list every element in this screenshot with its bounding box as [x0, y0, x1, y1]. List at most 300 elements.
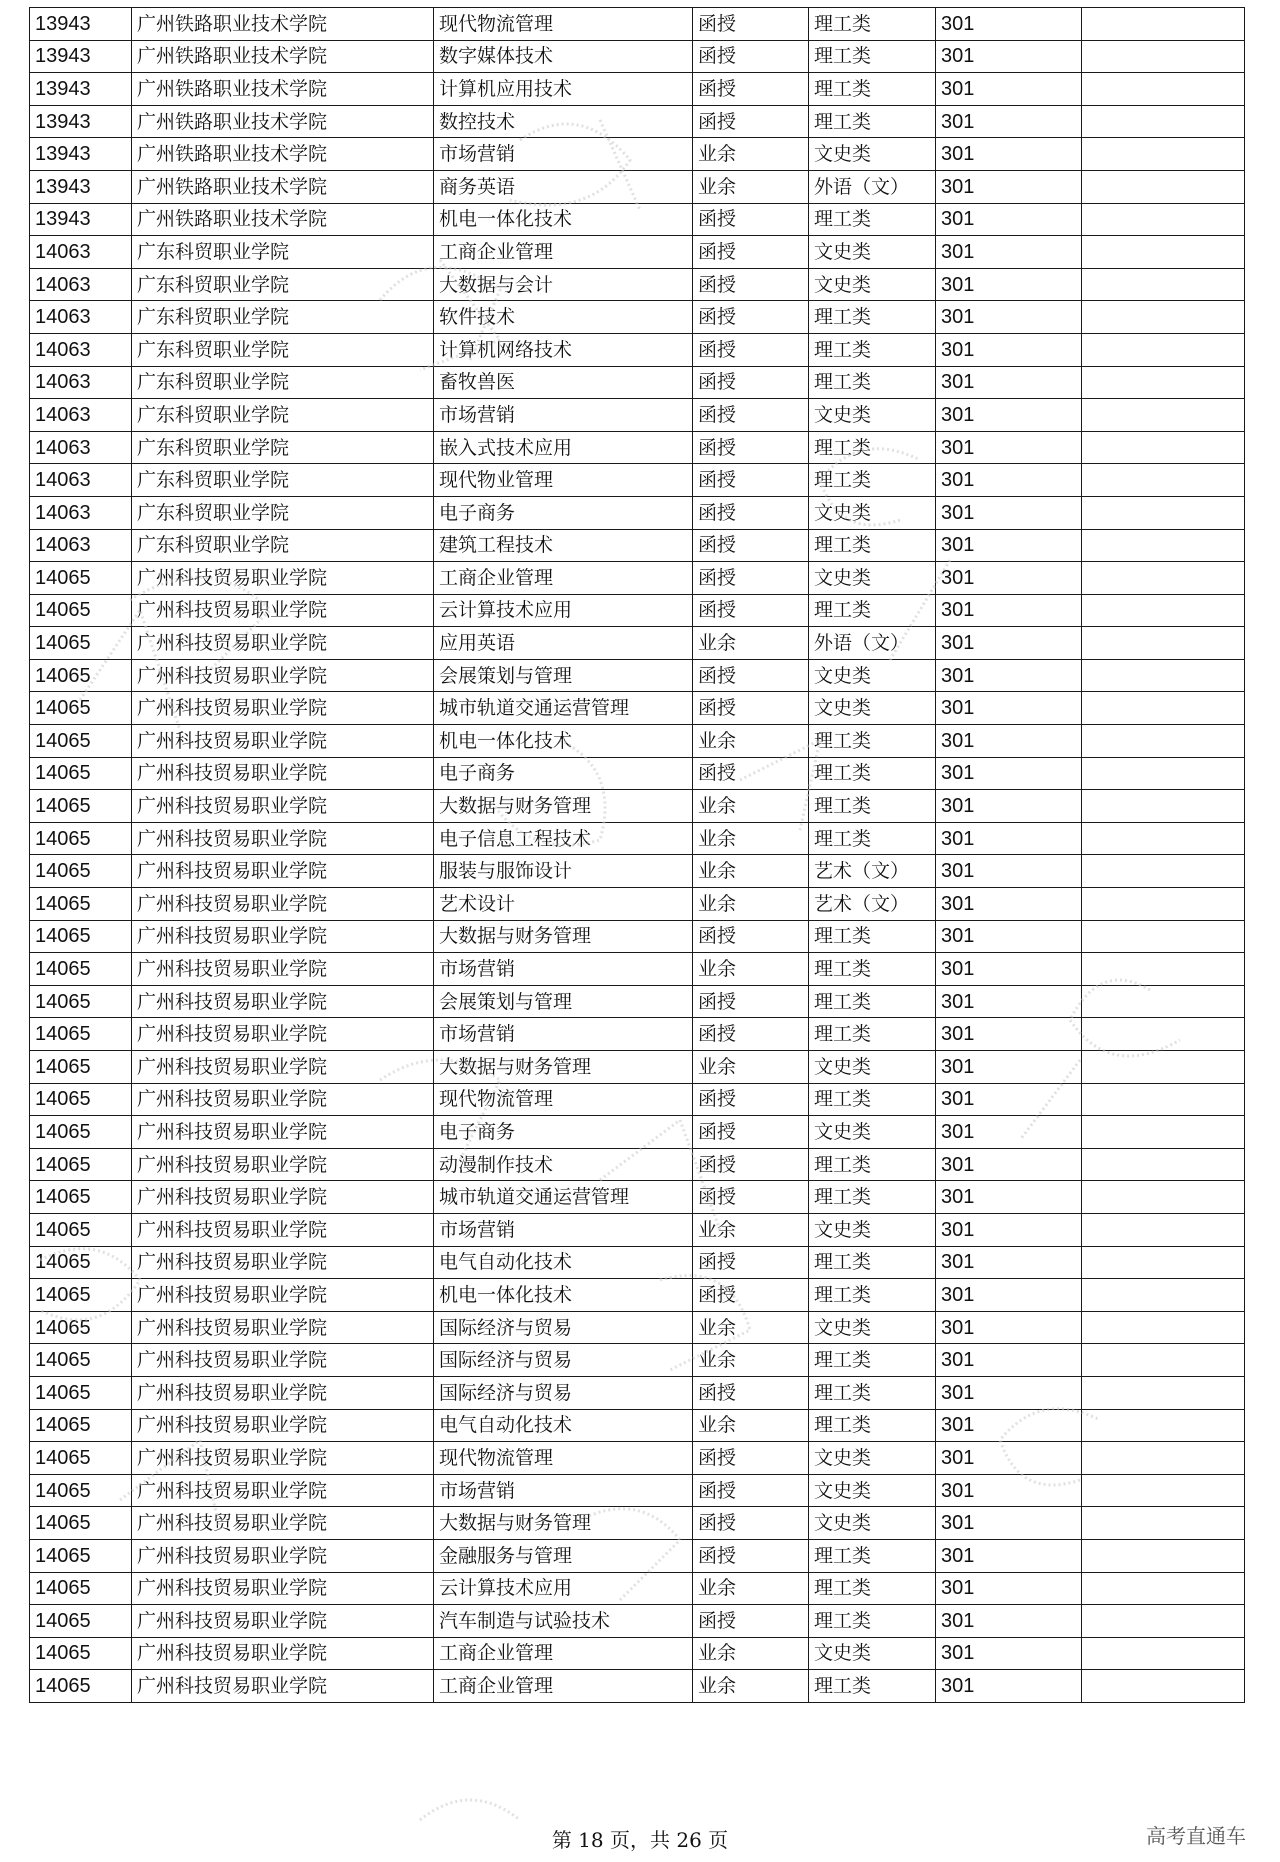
score-cell: 301 [936, 1213, 1082, 1246]
note-cell [1082, 1311, 1245, 1344]
college-cell: 广州科技贸易职业学院 [132, 1279, 434, 1312]
major-cell: 云计算技术应用 [434, 594, 693, 627]
study-mode-cell: 业余 [693, 1637, 809, 1670]
note-cell [1082, 366, 1245, 399]
score-cell: 301 [936, 366, 1082, 399]
study-mode-cell: 函授 [693, 1605, 809, 1638]
code-cell: 14065 [30, 1116, 132, 1149]
code-cell: 14063 [30, 529, 132, 562]
code-cell: 14065 [30, 888, 132, 921]
brand-watermark-text: 高考直通车 [1146, 1824, 1246, 1848]
table-row [30, 431, 1245, 464]
score-cell: 301 [936, 138, 1082, 171]
code-cell: 14065 [30, 757, 132, 790]
college-cell: 广州铁路职业技术学院 [132, 40, 434, 73]
score-cell: 301 [936, 790, 1082, 823]
study-mode-cell: 函授 [693, 692, 809, 725]
code-cell: 13943 [30, 40, 132, 73]
score-cell: 301 [936, 431, 1082, 464]
study-mode-cell: 函授 [693, 268, 809, 301]
college-cell: 广州科技贸易职业学院 [132, 594, 434, 627]
code-cell: 14065 [30, 1605, 132, 1638]
study-mode-cell: 业余 [693, 790, 809, 823]
major-cell: 市场营销 [434, 1474, 693, 1507]
table-row [30, 1344, 1245, 1377]
major-cell: 建筑工程技术 [434, 529, 693, 562]
category-cell: 理工类 [809, 366, 936, 399]
study-mode-cell: 函授 [693, 8, 809, 41]
category-cell: 文史类 [809, 562, 936, 595]
code-cell: 14065 [30, 920, 132, 953]
major-cell: 嵌入式技术应用 [434, 431, 693, 464]
major-cell: 国际经济与贸易 [434, 1376, 693, 1409]
college-cell: 广州铁路职业技术学院 [132, 138, 434, 171]
table-row [30, 40, 1245, 73]
study-mode-cell: 业余 [693, 1311, 809, 1344]
study-mode-cell: 业余 [693, 627, 809, 660]
category-cell: 理工类 [809, 431, 936, 464]
table-row [30, 1083, 1245, 1116]
score-cell: 301 [936, 1311, 1082, 1344]
code-cell: 14063 [30, 399, 132, 432]
study-mode-cell: 函授 [693, 40, 809, 73]
note-cell [1082, 1051, 1245, 1084]
study-mode-cell: 函授 [693, 464, 809, 497]
study-mode-cell: 业余 [693, 1409, 809, 1442]
category-cell: 理工类 [809, 40, 936, 73]
table-row [30, 529, 1245, 562]
note-cell [1082, 1376, 1245, 1409]
study-mode-cell: 业余 [693, 855, 809, 888]
category-cell: 文史类 [809, 1637, 936, 1670]
college-cell: 广州科技贸易职业学院 [132, 1507, 434, 1540]
category-cell: 外语（文） [809, 170, 936, 203]
category-cell: 文史类 [809, 268, 936, 301]
code-cell: 14065 [30, 692, 132, 725]
study-mode-cell: 函授 [693, 73, 809, 106]
code-cell: 14065 [30, 1344, 132, 1377]
college-cell: 广州科技贸易职业学院 [132, 1376, 434, 1409]
score-cell: 301 [936, 1474, 1082, 1507]
score-cell: 301 [936, 40, 1082, 73]
note-cell [1082, 496, 1245, 529]
code-cell: 13943 [30, 8, 132, 41]
score-cell: 301 [936, 8, 1082, 41]
table-row [30, 1572, 1245, 1605]
note-cell [1082, 757, 1245, 790]
code-cell: 14065 [30, 1213, 132, 1246]
note-cell [1082, 1279, 1245, 1312]
category-cell: 理工类 [809, 985, 936, 1018]
major-cell: 现代物流管理 [434, 1083, 693, 1116]
college-cell: 广州科技贸易职业学院 [132, 562, 434, 595]
category-cell: 文史类 [809, 496, 936, 529]
note-cell [1082, 1442, 1245, 1475]
code-cell: 14065 [30, 822, 132, 855]
study-mode-cell: 函授 [693, 496, 809, 529]
major-cell: 大数据与财务管理 [434, 1507, 693, 1540]
college-cell: 广州铁路职业技术学院 [132, 8, 434, 41]
category-cell: 文史类 [809, 236, 936, 269]
score-cell: 301 [936, 1637, 1082, 1670]
college-cell: 广东科贸职业学院 [132, 529, 434, 562]
major-cell: 电子商务 [434, 757, 693, 790]
note-cell [1082, 138, 1245, 171]
table-body [30, 8, 1245, 1703]
score-cell: 301 [936, 1409, 1082, 1442]
category-cell: 理工类 [809, 1409, 936, 1442]
college-cell: 广州科技贸易职业学院 [132, 1018, 434, 1051]
code-cell: 14065 [30, 1181, 132, 1214]
major-cell: 计算机应用技术 [434, 73, 693, 106]
college-cell: 广东科贸职业学院 [132, 333, 434, 366]
note-cell [1082, 953, 1245, 986]
code-cell: 14065 [30, 790, 132, 823]
table-row [30, 1474, 1245, 1507]
note-cell [1082, 8, 1245, 41]
major-cell: 工商企业管理 [434, 236, 693, 269]
college-cell: 广州铁路职业技术学院 [132, 105, 434, 138]
table-row [30, 366, 1245, 399]
score-cell: 301 [936, 757, 1082, 790]
table-row [30, 8, 1245, 41]
code-cell: 14063 [30, 301, 132, 334]
table-row [30, 627, 1245, 660]
category-cell: 外语（文） [809, 627, 936, 660]
category-cell: 理工类 [809, 1083, 936, 1116]
college-cell: 广州科技贸易职业学院 [132, 1539, 434, 1572]
note-cell [1082, 1605, 1245, 1638]
category-cell: 理工类 [809, 790, 936, 823]
category-cell: 理工类 [809, 105, 936, 138]
college-cell: 广州科技贸易职业学院 [132, 822, 434, 855]
college-cell: 广州科技贸易职业学院 [132, 1051, 434, 1084]
table-row [30, 1246, 1245, 1279]
note-cell [1082, 1507, 1245, 1540]
major-cell: 市场营销 [434, 399, 693, 432]
note-cell [1082, 725, 1245, 758]
major-cell: 大数据与财务管理 [434, 920, 693, 953]
major-cell: 商务英语 [434, 170, 693, 203]
note-cell [1082, 464, 1245, 497]
admission-score-table [29, 7, 1245, 1703]
code-cell: 14063 [30, 496, 132, 529]
major-cell: 市场营销 [434, 138, 693, 171]
college-cell: 广州科技贸易职业学院 [132, 725, 434, 758]
study-mode-cell: 函授 [693, 399, 809, 432]
score-cell: 301 [936, 985, 1082, 1018]
note-cell [1082, 888, 1245, 921]
study-mode-cell: 函授 [693, 1018, 809, 1051]
score-cell: 301 [936, 1376, 1082, 1409]
major-cell: 会展策划与管理 [434, 659, 693, 692]
note-cell [1082, 170, 1245, 203]
code-cell: 13943 [30, 105, 132, 138]
study-mode-cell: 函授 [693, 1246, 809, 1279]
college-cell: 广州科技贸易职业学院 [132, 659, 434, 692]
study-mode-cell: 函授 [693, 1539, 809, 1572]
major-cell: 城市轨道交通运营管理 [434, 1181, 693, 1214]
table-row [30, 203, 1245, 236]
category-cell: 艺术（文） [809, 888, 936, 921]
score-cell: 301 [936, 692, 1082, 725]
study-mode-cell: 函授 [693, 431, 809, 464]
college-cell: 广州科技贸易职业学院 [132, 1442, 434, 1475]
score-cell: 301 [936, 1148, 1082, 1181]
study-mode-cell: 函授 [693, 236, 809, 269]
study-mode-cell: 业余 [693, 822, 809, 855]
study-mode-cell: 函授 [693, 1376, 809, 1409]
code-cell: 14065 [30, 1637, 132, 1670]
note-cell [1082, 822, 1245, 855]
category-cell: 理工类 [809, 953, 936, 986]
score-cell: 301 [936, 73, 1082, 106]
score-cell: 301 [936, 301, 1082, 334]
college-cell: 广州科技贸易职业学院 [132, 1344, 434, 1377]
college-cell: 广州科技贸易职业学院 [132, 1572, 434, 1605]
table-row [30, 301, 1245, 334]
study-mode-cell: 业余 [693, 1572, 809, 1605]
major-cell: 现代物流管理 [434, 8, 693, 41]
score-cell: 301 [936, 105, 1082, 138]
code-cell: 14065 [30, 1148, 132, 1181]
major-cell: 现代物流管理 [434, 1442, 693, 1475]
major-cell: 汽车制造与试验技术 [434, 1605, 693, 1638]
major-cell: 机电一体化技术 [434, 1279, 693, 1312]
major-cell: 大数据与财务管理 [434, 1051, 693, 1084]
table-row [30, 268, 1245, 301]
college-cell: 广州科技贸易职业学院 [132, 1670, 434, 1703]
code-cell: 14065 [30, 659, 132, 692]
table-row [30, 1442, 1245, 1475]
table-row [30, 1116, 1245, 1149]
major-cell: 城市轨道交通运营管理 [434, 692, 693, 725]
study-mode-cell: 函授 [693, 1507, 809, 1540]
category-cell: 文史类 [809, 1116, 936, 1149]
table-row [30, 1409, 1245, 1442]
category-cell: 理工类 [809, 920, 936, 953]
major-cell: 市场营销 [434, 1213, 693, 1246]
note-cell [1082, 1116, 1245, 1149]
score-cell: 301 [936, 268, 1082, 301]
major-cell: 会展策划与管理 [434, 985, 693, 1018]
score-cell: 301 [936, 1018, 1082, 1051]
score-cell: 301 [936, 953, 1082, 986]
category-cell: 理工类 [809, 1279, 936, 1312]
major-cell: 电气自动化技术 [434, 1246, 693, 1279]
note-cell [1082, 627, 1245, 660]
score-cell: 301 [936, 627, 1082, 660]
study-mode-cell: 函授 [693, 529, 809, 562]
note-cell [1082, 105, 1245, 138]
college-cell: 广东科贸职业学院 [132, 464, 434, 497]
table-row [30, 399, 1245, 432]
table-row [30, 138, 1245, 171]
score-cell: 301 [936, 399, 1082, 432]
code-cell: 14065 [30, 1311, 132, 1344]
score-cell: 301 [936, 1507, 1082, 1540]
code-cell: 14065 [30, 855, 132, 888]
major-cell: 艺术设计 [434, 888, 693, 921]
college-cell: 广州科技贸易职业学院 [132, 1637, 434, 1670]
code-cell: 13943 [30, 138, 132, 171]
college-cell: 广州科技贸易职业学院 [132, 1116, 434, 1149]
code-cell: 13943 [30, 73, 132, 106]
study-mode-cell: 函授 [693, 1181, 809, 1214]
note-cell [1082, 1637, 1245, 1670]
code-cell: 14065 [30, 562, 132, 595]
score-cell: 301 [936, 594, 1082, 627]
study-mode-cell: 业余 [693, 138, 809, 171]
note-cell [1082, 1181, 1245, 1214]
table-row [30, 1605, 1245, 1638]
major-cell: 电子商务 [434, 1116, 693, 1149]
code-cell: 14065 [30, 1051, 132, 1084]
code-cell: 14063 [30, 366, 132, 399]
score-cell: 301 [936, 236, 1082, 269]
college-cell: 广州铁路职业技术学院 [132, 203, 434, 236]
category-cell: 理工类 [809, 1181, 936, 1214]
major-cell: 大数据与财务管理 [434, 790, 693, 823]
study-mode-cell: 函授 [693, 105, 809, 138]
study-mode-cell: 函授 [693, 1279, 809, 1312]
table-row [30, 855, 1245, 888]
score-cell: 301 [936, 1181, 1082, 1214]
note-cell [1082, 594, 1245, 627]
study-mode-cell: 函授 [693, 301, 809, 334]
major-cell: 工商企业管理 [434, 1670, 693, 1703]
score-cell: 301 [936, 1539, 1082, 1572]
table-row [30, 790, 1245, 823]
score-cell: 301 [936, 170, 1082, 203]
category-cell: 艺术（文） [809, 855, 936, 888]
code-cell: 14065 [30, 985, 132, 1018]
major-cell: 市场营销 [434, 1018, 693, 1051]
major-cell: 现代物业管理 [434, 464, 693, 497]
table-row [30, 1539, 1245, 1572]
score-cell: 301 [936, 1116, 1082, 1149]
table-row [30, 1376, 1245, 1409]
note-cell [1082, 1539, 1245, 1572]
note-cell [1082, 1572, 1245, 1605]
table-row [30, 985, 1245, 1018]
watermark-stroke [420, 1800, 520, 1820]
note-cell [1082, 920, 1245, 953]
major-cell: 电气自动化技术 [434, 1409, 693, 1442]
category-cell: 理工类 [809, 725, 936, 758]
category-cell: 理工类 [809, 822, 936, 855]
category-cell: 理工类 [809, 1605, 936, 1638]
table-row [30, 496, 1245, 529]
category-cell: 理工类 [809, 1246, 936, 1279]
study-mode-cell: 业余 [693, 1670, 809, 1703]
study-mode-cell: 业余 [693, 725, 809, 758]
major-cell: 畜牧兽医 [434, 366, 693, 399]
note-cell [1082, 431, 1245, 464]
major-cell: 计算机网络技术 [434, 333, 693, 366]
note-cell [1082, 985, 1245, 1018]
major-cell: 云计算技术应用 [434, 1572, 693, 1605]
code-cell: 14065 [30, 1376, 132, 1409]
score-cell: 301 [936, 659, 1082, 692]
score-cell: 301 [936, 1344, 1082, 1377]
major-cell: 工商企业管理 [434, 1637, 693, 1670]
category-cell: 理工类 [809, 1148, 936, 1181]
table-row [30, 1507, 1245, 1540]
code-cell: 14065 [30, 1083, 132, 1116]
table-row [30, 1018, 1245, 1051]
major-cell: 服装与服饰设计 [434, 855, 693, 888]
major-cell: 国际经济与贸易 [434, 1344, 693, 1377]
category-cell: 理工类 [809, 594, 936, 627]
code-cell: 14065 [30, 1474, 132, 1507]
score-cell: 301 [936, 1442, 1082, 1475]
category-cell: 文史类 [809, 1213, 936, 1246]
study-mode-cell: 函授 [693, 333, 809, 366]
college-cell: 广州科技贸易职业学院 [132, 790, 434, 823]
major-cell: 市场营销 [434, 953, 693, 986]
table-row [30, 1311, 1245, 1344]
category-cell: 理工类 [809, 301, 936, 334]
category-cell: 理工类 [809, 203, 936, 236]
note-cell [1082, 1018, 1245, 1051]
note-cell [1082, 40, 1245, 73]
college-cell: 广东科贸职业学院 [132, 268, 434, 301]
major-cell: 应用英语 [434, 627, 693, 660]
category-cell: 文史类 [809, 138, 936, 171]
category-cell: 文史类 [809, 1311, 936, 1344]
major-cell: 大数据与会计 [434, 268, 693, 301]
table-row [30, 888, 1245, 921]
study-mode-cell: 函授 [693, 562, 809, 595]
major-cell: 工商企业管理 [434, 562, 693, 595]
note-cell [1082, 333, 1245, 366]
category-cell: 理工类 [809, 8, 936, 41]
code-cell: 14065 [30, 1670, 132, 1703]
study-mode-cell: 业余 [693, 1213, 809, 1246]
note-cell [1082, 659, 1245, 692]
study-mode-cell: 函授 [693, 985, 809, 1018]
code-cell: 14063 [30, 333, 132, 366]
college-cell: 广州科技贸易职业学院 [132, 1474, 434, 1507]
category-cell: 文史类 [809, 1474, 936, 1507]
category-cell: 理工类 [809, 464, 936, 497]
table-row [30, 333, 1245, 366]
table-row [30, 170, 1245, 203]
college-cell: 广东科贸职业学院 [132, 236, 434, 269]
score-cell: 301 [936, 333, 1082, 366]
note-cell [1082, 1474, 1245, 1507]
major-cell: 机电一体化技术 [434, 203, 693, 236]
code-cell: 14065 [30, 1018, 132, 1051]
note-cell [1082, 1344, 1245, 1377]
college-cell: 广州科技贸易职业学院 [132, 627, 434, 660]
score-cell: 301 [936, 1572, 1082, 1605]
code-cell: 14065 [30, 1539, 132, 1572]
college-cell: 广州科技贸易职业学院 [132, 920, 434, 953]
code-cell: 14063 [30, 464, 132, 497]
score-cell: 301 [936, 888, 1082, 921]
study-mode-cell: 函授 [693, 659, 809, 692]
table-row [30, 725, 1245, 758]
score-cell: 301 [936, 855, 1082, 888]
note-cell [1082, 399, 1245, 432]
college-cell: 广州铁路职业技术学院 [132, 73, 434, 106]
code-cell: 14065 [30, 953, 132, 986]
note-cell [1082, 855, 1245, 888]
category-cell: 文史类 [809, 1442, 936, 1475]
college-cell: 广州科技贸易职业学院 [132, 1083, 434, 1116]
